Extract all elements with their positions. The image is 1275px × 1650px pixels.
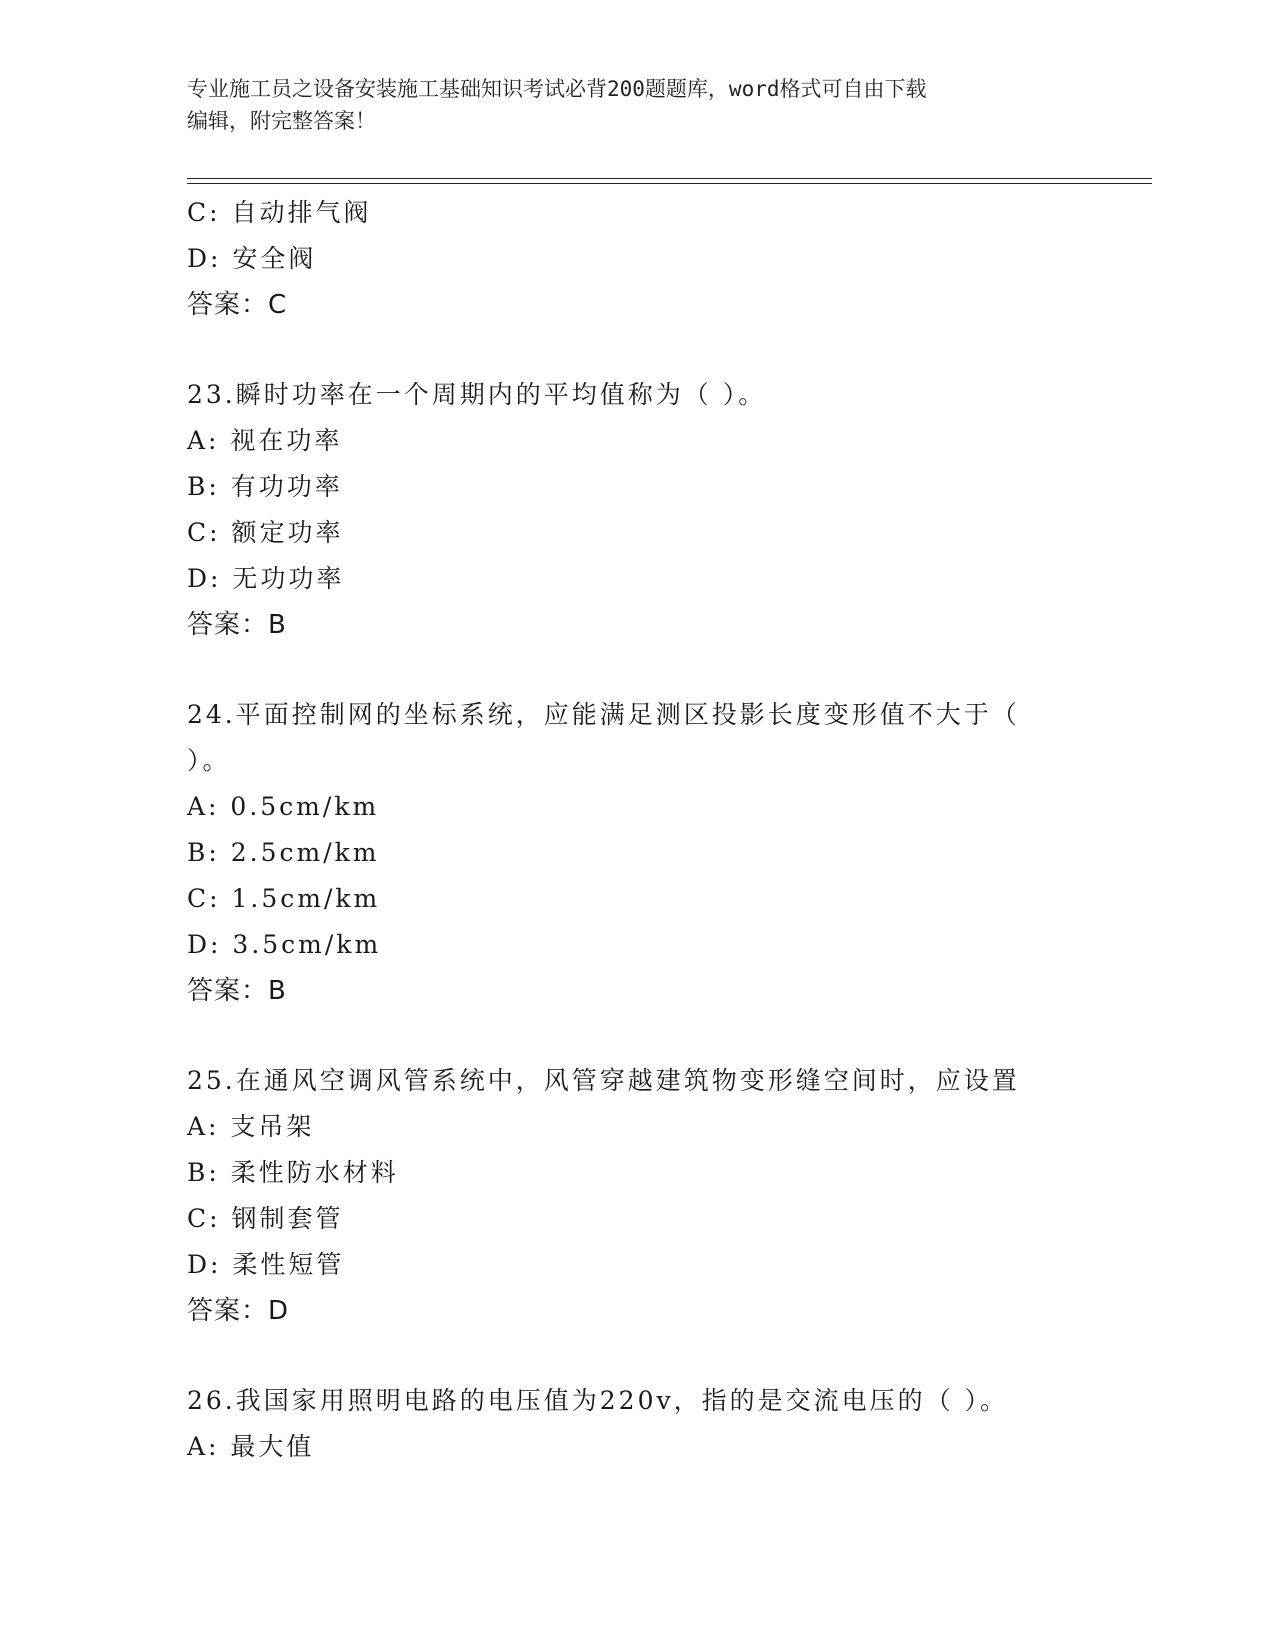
answer-line: 答案：B	[187, 610, 287, 640]
option-c: C: 钢制套管	[187, 1204, 344, 1233]
answer-line: 答案：D	[187, 1296, 290, 1326]
option-a: A: 0.5cm/km	[187, 792, 380, 821]
question-stem: 23.瞬时功率在一个周期内的平均值称为（ ）。	[187, 380, 767, 409]
option-c: C: 1.5cm/km	[187, 884, 381, 913]
header-line-1: 专业施工员之设备安装施工基础知识考试必背200题题库，word格式可自由下载	[187, 77, 927, 101]
question-26	[187, 1378, 1147, 1470]
question-23	[187, 372, 1147, 648]
option-d: D: 柔性短管	[187, 1250, 345, 1279]
option-b: B: 2.5cm/km	[187, 838, 380, 867]
option-a: A: 支吊架	[187, 1112, 315, 1141]
header-divider-bottom	[187, 183, 1152, 184]
option-b: B: 有功功率	[187, 472, 343, 501]
answer-line: 答案：C	[187, 290, 288, 320]
option-c: C: 额定功率	[187, 518, 344, 547]
question-list	[187, 190, 1147, 1470]
option-a: A: 视在功率	[187, 426, 343, 455]
option-a: A: 最大值	[187, 1432, 315, 1461]
question-25	[187, 1058, 1147, 1334]
answer-line: 答案：B	[187, 976, 287, 1006]
question-stem: 24.平面控制网的坐标系统，应能满足测区投影长度变形值不大于（	[187, 700, 1020, 729]
option-b: B: 柔性防水材料	[187, 1158, 399, 1187]
header-line-2: 编辑，附完整答案！	[187, 109, 376, 133]
option-d: D: 无功功率	[187, 564, 345, 593]
option-c: C: 自动排气阀	[187, 198, 372, 227]
question-22-continued	[187, 190, 1147, 328]
question-stem-continued: ）。	[187, 746, 231, 775]
question-stem: 25.在通风空调风管系统中，风管穿越建筑物变形缝空间时，应设置	[187, 1066, 1020, 1095]
option-d: D: 3.5cm/km	[187, 930, 382, 959]
question-stem: 26.我国家用照明电路的电压值为220v，指的是交流电压的（ ）。	[187, 1386, 1009, 1415]
header-divider-top	[187, 178, 1152, 179]
option-d: D: 安全阀	[187, 244, 317, 273]
document-header	[187, 73, 1087, 137]
question-24	[187, 692, 1147, 1014]
